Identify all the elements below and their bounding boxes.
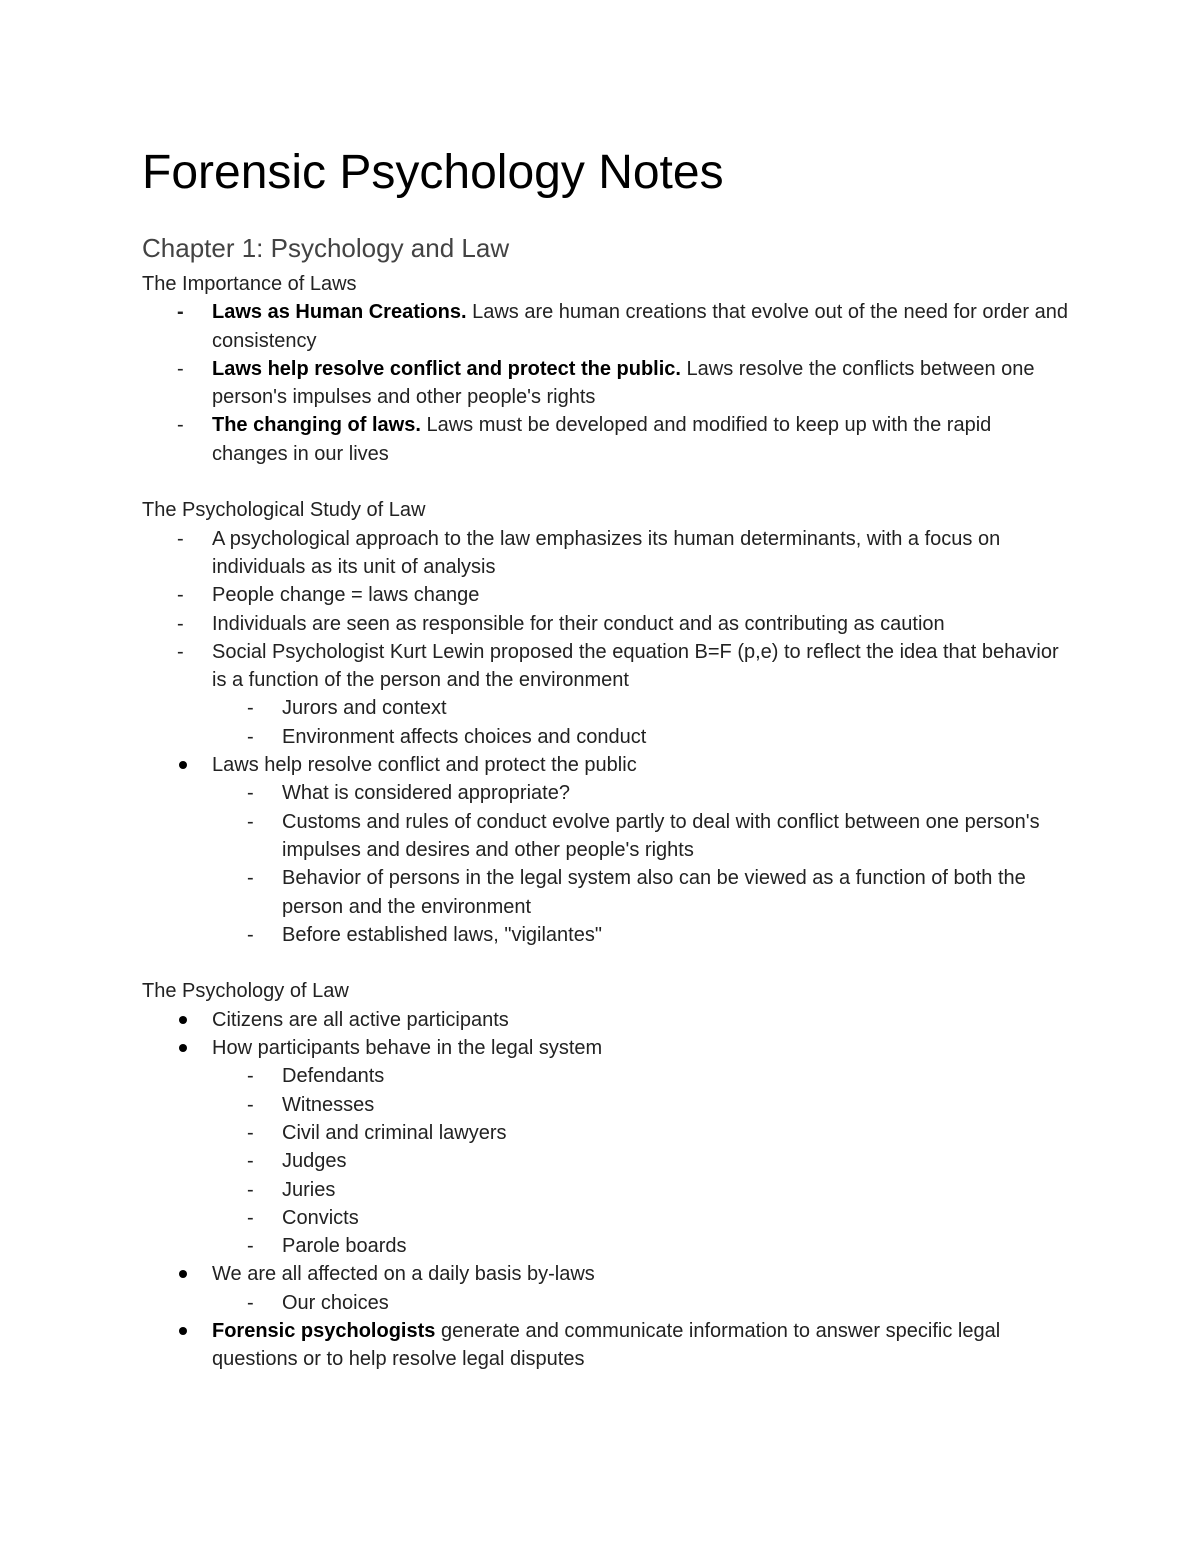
list-item-text [282,1179,335,1201]
list-item-text [212,1263,595,1285]
list-item-text [282,726,646,748]
list-item [142,355,1072,412]
list-item-text [282,1122,507,1144]
list-item [142,723,1072,751]
list-item-body: Jurors and context [282,697,447,720]
dash-icon: - [177,527,184,550]
list-item-body: We are all affected on a daily basis by-laws [212,1263,595,1286]
list-item-text [212,358,1035,408]
dash-icon: - [247,1065,254,1088]
bullet-icon [177,1034,197,1062]
list-item-body: What is considered appropriate? [282,782,570,805]
dash-icon: - [247,1150,254,1173]
list-item-body: Parole boards [282,1235,407,1258]
dash-icon: - [247,1206,254,1229]
list-item-body: Customs and rules of conduct evolve partly to deal with conflict between one person's impulses and desires and other people's rights [282,810,1040,861]
dash-icon: - [247,725,254,748]
list-item-text [282,1150,347,1172]
list-item [142,751,1072,779]
dash-icon: - [247,923,254,946]
list-item-lead: Laws as Human Creations. [212,301,467,324]
dash-icon: - [177,640,184,663]
list-item [142,808,1072,865]
list-item-text [282,924,602,946]
list-item-text [282,867,1026,917]
list-item-body: A psychological approach to the law emphasizes its human determinants, with a focus on individuals as its unit of analysis [212,527,1001,578]
dash-icon: - [247,697,254,720]
bullet-icon [177,1006,197,1034]
list-item-body: Environment affects choices and conduct [282,725,647,748]
list-item-text [282,1235,407,1257]
list-item [142,694,1072,722]
list-item [142,1232,1072,1260]
dash-icon: - [247,1235,254,1258]
section-title: The Psychology of Law [142,980,349,1003]
list-item [142,1204,1072,1232]
list-item [142,779,1072,807]
list-item-text [212,1009,509,1031]
list-item-text [212,528,1000,578]
list-item-text [282,1207,359,1229]
notes-section [142,270,1072,468]
list-item [142,610,1072,638]
dash-icon: - [247,1121,254,1144]
list-item-text [212,754,637,776]
list-item [142,1317,1072,1374]
list-item-body: Individuals are seen as responsible for their conduct and as contributing as caution [212,612,945,635]
list-item-lead: Forensic psychologists [212,1319,436,1342]
dash-icon: - [247,1178,254,1201]
dash-icon: - [247,867,254,890]
list-item [142,581,1072,609]
list-item [142,525,1072,582]
list-item-body: Behavior of persons in the legal system also can be viewed as a function of both the person and the environment [282,867,1026,918]
list-item [142,1091,1072,1119]
list-item-body: Defendants [282,1065,385,1088]
bullet-icon [177,1260,197,1288]
section-title: The Psychological Study of Law [142,499,426,522]
section-title: The Importance of Laws [142,273,357,295]
list-item [142,1289,1072,1317]
notes-section [142,977,1072,1373]
dash-icon: - [177,301,184,324]
list-item-text [282,1094,374,1116]
list-item-lead: Laws help resolve conflict and protect the public. [212,357,681,380]
dash-icon: - [177,584,184,607]
list-item-body: Convicts [282,1206,359,1229]
list-item-text [282,697,447,719]
list-item [142,864,1072,921]
list-item-text [282,811,1040,861]
list-item [142,638,1072,695]
list-item-body: Juries [282,1178,336,1201]
list-item-body: Witnesses [282,1093,375,1116]
list-item-text [212,414,991,464]
list-item-lead: The changing of laws. [212,414,421,437]
notes-list [142,525,1072,949]
list-item-body: Social Psychologist Kurt Lewin proposed the equation B=F (p,e) to reflect the idea that behavior is a function of the person and the environment [212,640,1059,692]
list-item-body: Laws help resolve conflict and protect the public [212,754,637,777]
list-item-body: Civil and criminal lawyers [282,1121,507,1144]
list-item-body: Laws resolve the conflicts between one person's impulses and other people's rights [212,357,1035,409]
list-item-body: Before established laws, "vigilantes" [282,923,602,946]
list-item-text [212,613,945,635]
list-item [142,921,1072,949]
list-item [142,1119,1072,1147]
list-item [142,411,1072,468]
document-title: Forensic Psychology Notes [142,146,724,199]
list-item-body: generate and communicate information to answer specific legal questions or to help resolve legal disputes [212,1319,1001,1371]
list-item-text [212,641,1059,691]
dash-icon: - [247,1093,254,1116]
list-item-body: Citizens are all active participants [212,1008,509,1031]
list-item [142,1147,1072,1175]
dash-icon: - [177,357,184,380]
notes-list [142,1006,1072,1374]
chapter-heading: Chapter 1: Psychology and Law [142,233,510,263]
list-item [142,1034,1072,1062]
list-item-text [212,301,1068,351]
list-item [142,1006,1072,1034]
list-item [142,1176,1072,1204]
dash-icon: - [247,1291,254,1314]
bullet-icon [177,751,197,779]
list-item-body: Our choices [282,1291,389,1314]
list-item-text [282,1292,389,1314]
list-item-text [282,782,570,804]
list-item-text [212,584,479,606]
document-body [142,270,1072,1374]
list-item-body: Laws are human creations that evolve out of the need for order and consistency [212,301,1069,352]
dash-icon: - [177,414,184,437]
dash-icon: - [247,810,254,833]
list-item-body: Judges [282,1150,347,1173]
list-item-body: People change = laws change [212,584,480,607]
list-item-body: How participants behave in the legal system [212,1037,603,1060]
list-item [142,1062,1072,1090]
list-item [142,298,1072,355]
list-item-text [212,1320,1000,1370]
notes-list [142,298,1072,468]
list-item-body: Laws must be developed and modified to keep up with the rapid changes in our lives [212,414,992,465]
notes-section [142,496,1072,949]
dash-icon: - [177,612,184,635]
list-item-text [212,1037,602,1059]
list-item-text [282,1065,384,1087]
list-item [142,1260,1072,1288]
bullet-icon [177,1317,197,1345]
dash-icon: - [247,782,254,805]
